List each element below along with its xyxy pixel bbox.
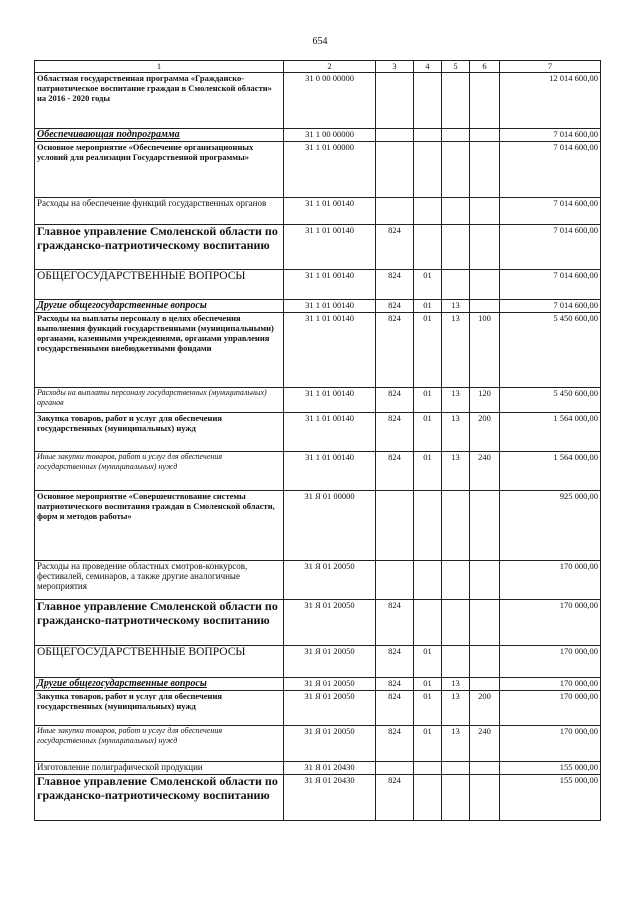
row-name: Расходы на обеспечение функций государственных органов	[35, 198, 284, 225]
row-expense-type-code	[470, 73, 500, 129]
row-target-code: 31 1 01 00140	[284, 270, 376, 300]
header-col-4: 4	[414, 61, 442, 73]
row-department-code: 824	[376, 225, 414, 270]
table-row	[35, 646, 601, 678]
row-department-code: 824	[376, 388, 414, 413]
table-row	[35, 73, 601, 129]
row-amount: 1 564 000,00	[500, 452, 601, 491]
table-row	[35, 225, 601, 270]
row-target-code: 31 Я 01 20050	[284, 600, 376, 646]
row-subsection-code: 13	[442, 313, 470, 388]
row-expense-type-code	[470, 491, 500, 561]
row-section-code: 01	[414, 270, 442, 300]
row-section-code: 01	[414, 691, 442, 726]
row-name: ОБЩЕГОСУДАРСТВЕННЫЕ ВОПРОСЫ	[35, 646, 284, 678]
row-department-code: 824	[376, 313, 414, 388]
row-amount: 7 014 600,00	[500, 129, 601, 142]
table-row	[35, 678, 601, 691]
page-number: 654	[312, 36, 328, 47]
row-section-code: 01	[414, 300, 442, 313]
table-row	[35, 388, 601, 413]
row-expense-type-code	[470, 600, 500, 646]
row-department-code: 824	[376, 646, 414, 678]
row-expense-type-code	[470, 775, 500, 821]
row-department-code: 824	[376, 726, 414, 762]
header-col-5: 5	[442, 61, 470, 73]
row-subsection-code	[442, 270, 470, 300]
row-expense-type-code	[470, 270, 500, 300]
row-department-code: 824	[376, 678, 414, 691]
row-subsection-code	[442, 73, 470, 129]
table-row	[35, 198, 601, 225]
row-section-code	[414, 129, 442, 142]
header-col-6: 6	[470, 61, 500, 73]
row-name: ОБЩЕГОСУДАРСТВЕННЫЕ ВОПРОСЫ	[35, 270, 284, 300]
row-name: Изготовление полиграфической продукции	[35, 762, 284, 775]
row-target-code: 31 Я 01 00000	[284, 491, 376, 561]
table-row	[35, 142, 601, 198]
row-name: Основное мероприятие «Обеспечение организационных условий для реализации Государственной программы»	[35, 142, 284, 198]
table-row	[35, 762, 601, 775]
row-target-code: 31 1 00 00000	[284, 129, 376, 142]
row-expense-type-code	[470, 762, 500, 775]
row-subsection-code	[442, 142, 470, 198]
row-subsection-code: 13	[442, 691, 470, 726]
row-expense-type-code	[470, 561, 500, 600]
table-body	[35, 73, 601, 821]
row-subsection-code	[442, 600, 470, 646]
row-amount: 7 014 600,00	[500, 225, 601, 270]
row-section-code: 01	[414, 678, 442, 691]
row-target-code: 31 Я 01 20050	[284, 678, 376, 691]
header-col-7: 7	[500, 61, 601, 73]
row-subsection-code	[442, 775, 470, 821]
table-row	[35, 413, 601, 452]
table-row	[35, 561, 601, 600]
row-amount: 170 000,00	[500, 726, 601, 762]
row-expense-type-code: 200	[470, 691, 500, 726]
row-target-code: 31 Я 01 20430	[284, 775, 376, 821]
row-department-code: 824	[376, 270, 414, 300]
row-name: Расходы на проведение областных смотров-конкурсов, фестивалей, семинаров, а также другие аналогичные мероприятия	[35, 561, 284, 600]
row-amount: 12 014 600,00	[500, 73, 601, 129]
row-expense-type-code: 200	[470, 413, 500, 452]
row-section-code: 01	[414, 646, 442, 678]
row-subsection-code	[442, 762, 470, 775]
table-row	[35, 691, 601, 726]
row-name: Другие общегосударственные вопросы	[35, 300, 284, 313]
table-row	[35, 452, 601, 491]
row-amount: 1 564 000,00	[500, 413, 601, 452]
row-subsection-code: 13	[442, 678, 470, 691]
row-department-code: 824	[376, 775, 414, 821]
row-name: Другие общегосударственные вопросы	[35, 678, 284, 691]
row-name: Иные закупки товаров, работ и услуг для обеспечения государственных (муниципальных) нужд	[35, 452, 284, 491]
row-amount: 5 450 600,00	[500, 313, 601, 388]
row-expense-type-code	[470, 646, 500, 678]
row-section-code	[414, 198, 442, 225]
row-amount: 170 000,00	[500, 678, 601, 691]
row-section-code	[414, 561, 442, 600]
row-expense-type-code	[470, 142, 500, 198]
row-section-code	[414, 491, 442, 561]
row-name: Главное управление Смоленской области по гражданско-патриотическому воспитанию	[35, 600, 284, 646]
row-section-code: 01	[414, 726, 442, 762]
row-amount: 170 000,00	[500, 646, 601, 678]
row-amount: 925 000,00	[500, 491, 601, 561]
row-target-code: 31 Я 01 20430	[284, 762, 376, 775]
row-section-code	[414, 600, 442, 646]
row-target-code: 31 Я 01 20050	[284, 691, 376, 726]
row-expense-type-code	[470, 198, 500, 225]
row-target-code: 31 1 01 00140	[284, 198, 376, 225]
row-subsection-code	[442, 491, 470, 561]
row-target-code: 31 1 01 00140	[284, 225, 376, 270]
row-expense-type-code	[470, 300, 500, 313]
row-target-code: 31 1 01 00140	[284, 313, 376, 388]
row-section-code: 01	[414, 452, 442, 491]
row-name: Расходы на выплаты персоналу в целях обеспечения выполнения функций государственными (муниципальными) органами, казенными учреждениями, органами управления государственными внебюджетными фондами	[35, 313, 284, 388]
row-amount: 170 000,00	[500, 561, 601, 600]
row-name: Основное мероприятие «Совершенствование системы патриотического воспитания граждан в Смоленской области, форм и методов работы»	[35, 491, 284, 561]
row-name: Главное управление Смоленской области по гражданско-патриотическому воспитанию	[35, 775, 284, 821]
table-row	[35, 600, 601, 646]
row-expense-type-code: 120	[470, 388, 500, 413]
row-subsection-code: 13	[442, 388, 470, 413]
row-target-code: 31 1 01 00140	[284, 452, 376, 491]
table-row	[35, 726, 601, 762]
row-expense-type-code: 240	[470, 726, 500, 762]
row-amount: 155 000,00	[500, 775, 601, 821]
row-name: Областная государственная программа «Гражданско-патриотическое воспитание граждан в Смоленской области» на 2016 - 2020 годы	[35, 73, 284, 129]
row-department-code	[376, 129, 414, 142]
row-name: Закупка товаров, работ и услуг для обеспечения государственных (муниципальных) нужд	[35, 691, 284, 726]
row-section-code: 01	[414, 313, 442, 388]
row-expense-type-code	[470, 225, 500, 270]
row-target-code: 31 Я 01 20050	[284, 646, 376, 678]
row-expense-type-code	[470, 129, 500, 142]
row-subsection-code	[442, 561, 470, 600]
row-department-code: 824	[376, 600, 414, 646]
row-amount: 7 014 600,00	[500, 270, 601, 300]
row-subsection-code	[442, 646, 470, 678]
row-target-code: 31 1 01 00140	[284, 300, 376, 313]
row-expense-type-code: 240	[470, 452, 500, 491]
row-name: Иные закупки товаров, работ и услуг для обеспечения государственных (муниципальных) нужд	[35, 726, 284, 762]
row-amount: 7 014 600,00	[500, 198, 601, 225]
row-subsection-code	[442, 225, 470, 270]
row-department-code: 824	[376, 413, 414, 452]
header-col-1: 1	[35, 61, 284, 73]
table-row	[35, 129, 601, 142]
table-row	[35, 491, 601, 561]
header-col-3: 3	[376, 61, 414, 73]
row-expense-type-code: 100	[470, 313, 500, 388]
row-section-code	[414, 762, 442, 775]
table-row	[35, 270, 601, 300]
row-section-code	[414, 142, 442, 198]
row-section-code	[414, 73, 442, 129]
row-amount: 7 014 600,00	[500, 142, 601, 198]
row-amount: 170 000,00	[500, 691, 601, 726]
table-row	[35, 300, 601, 313]
row-department-code	[376, 491, 414, 561]
row-department-code	[376, 561, 414, 600]
row-amount: 7 014 600,00	[500, 300, 601, 313]
row-subsection-code	[442, 198, 470, 225]
row-section-code: 01	[414, 388, 442, 413]
row-section-code: 01	[414, 413, 442, 452]
header-col-2: 2	[284, 61, 376, 73]
row-target-code: 31 0 00 00000	[284, 73, 376, 129]
row-department-code: 824	[376, 452, 414, 491]
row-target-code: 31 1 01 00140	[284, 413, 376, 452]
row-subsection-code: 13	[442, 452, 470, 491]
row-department-code	[376, 762, 414, 775]
row-amount: 5 450 600,00	[500, 388, 601, 413]
row-expense-type-code	[470, 678, 500, 691]
row-department-code: 824	[376, 691, 414, 726]
row-section-code	[414, 225, 442, 270]
row-target-code: 31 1 01 00140	[284, 388, 376, 413]
row-name: Обеспечивающая подпрограмма	[35, 129, 284, 142]
row-amount: 155 000,00	[500, 762, 601, 775]
row-name: Главное управление Смоленской области по гражданско-патриотическому воспитанию	[35, 225, 284, 270]
row-name: Расходы на выплаты персоналу государственных (муниципальных) органов	[35, 388, 284, 413]
row-name: Закупка товаров, работ и услуг для обеспечения государственных (муниципальных) нужд	[35, 413, 284, 452]
row-target-code: 31 Я 01 20050	[284, 726, 376, 762]
budget-table	[34, 60, 601, 821]
row-target-code: 31 Я 01 20050	[284, 561, 376, 600]
row-subsection-code: 13	[442, 726, 470, 762]
row-department-code	[376, 73, 414, 129]
header-row	[35, 61, 601, 73]
row-subsection-code	[442, 129, 470, 142]
row-section-code	[414, 775, 442, 821]
row-subsection-code: 13	[442, 413, 470, 452]
table-row	[35, 775, 601, 821]
row-department-code	[376, 142, 414, 198]
row-target-code: 31 1 01 00000	[284, 142, 376, 198]
row-department-code: 824	[376, 300, 414, 313]
row-amount: 170 000,00	[500, 600, 601, 646]
row-department-code	[376, 198, 414, 225]
row-subsection-code: 13	[442, 300, 470, 313]
table-row	[35, 313, 601, 388]
